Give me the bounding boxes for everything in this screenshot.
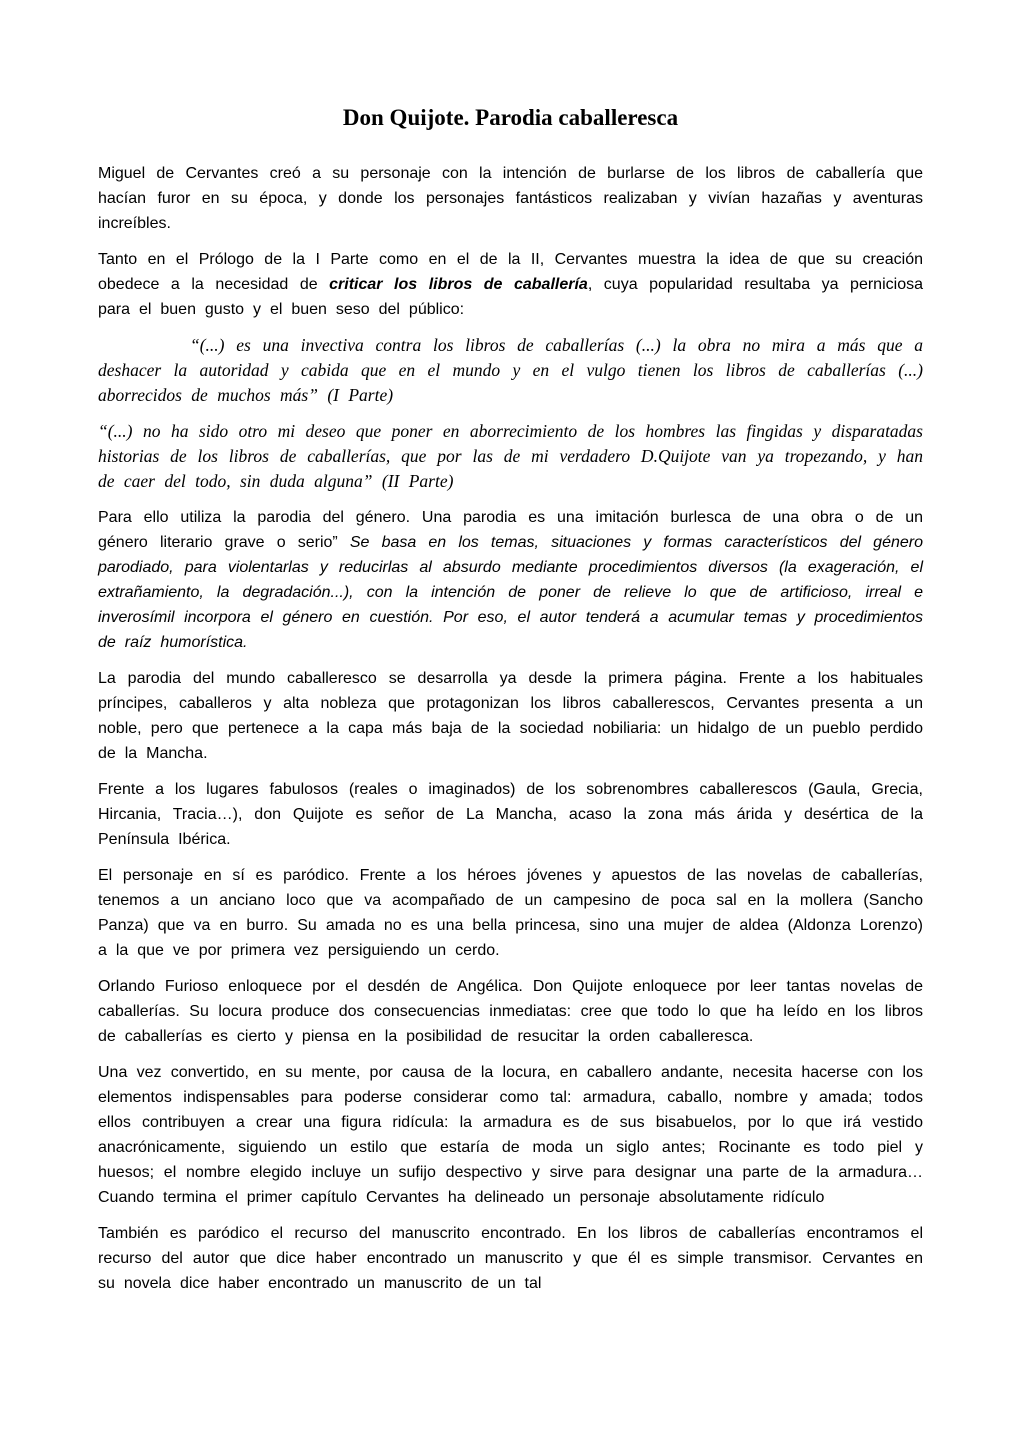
paragraph-prologo-text-after: , cuya popularidad resultaba ya perniciosa para el buen gusto y el buen seso del público:	[98, 276, 923, 318]
paragraph-parodia-text-normal: Para ello utiliza la parodia del género. Una parodia es una imitación burlesca de una obra o de un género literario grave o serio”	[98, 509, 923, 551]
blockquote-parte-2: “(...) no ha sido otro mi deseo que poner en aborrecimiento de los hombres las fingidas y disparatadas historias de los libros de caballerías, que por las de mi verdadero D.Quijote van ya tropezando, y han de caer del todo, sin duda alguna” (II Parte)	[98, 421, 923, 491]
paragraph-parodia-definicion	[98, 505, 923, 655]
paragraph-lugares-fabulosos: Frente a los lugares fabulosos (reales o imaginados) de los sobrenombres caballerescos (Gaula, Grecia, Hircania, Tracia…), don Quijote es señor de La Mancha, acaso la zona más árida y desértica de la Península Ibérica.	[98, 781, 923, 848]
blockquote-parte-1: “(...) es una invectiva contra los libros de caballerías (...) la obra no mira a más que a deshacer la autoridad y cabida que en el mundo y en el vulgo tienen los libros de caballerías (...) aborrecidos de muchos más” (I Parte)	[98, 335, 923, 405]
paragraph-prologo-text-before: Tanto en el Prólogo de la I Parte como en el de la II, Cervantes muestra la idea de que su creación obedece a la necesidad de	[98, 251, 923, 293]
page-title: Don Quijote. Parodia caballeresca	[342, 105, 679, 130]
paragraph-orlando-furioso: Orlando Furioso enloquece por el desdén de Angélica. Don Quijote enloquece por leer tantas novelas de caballerías. Su locura produce dos consecuencias inmediatas: cree que todo lo que ha leído en los libros de caballerías es cierto y piensa en la posibilidad de resucitar la orden caballeresca.	[98, 978, 923, 1045]
paragraph-mundo-caballeresco: La parodia del mundo caballeresco se desarrolla ya desde la primera página. Frente a los habituales príncipes, caballeros y alta nobleza que protagonizan los libros caballerescos, Cervantes presenta a un noble, pero que pertenece a la capa más baja de la sociedad nobiliaria: un hidalgo de un pueblo perdido de la Mancha.	[98, 670, 923, 762]
paragraph-caballero-andante: Una vez convertido, en su mente, por causa de la locura, en caballero andante, necesita hacerse con los elementos indispensables para poderse considerar como tal: armadura, caballo, nombre y amada; todos ellos contribuyen a crear una figura ridícula: la armadura es de sus bisabuelos, por lo que irá vestido anacrónicamente, siguiendo un estilo que estaría de moda un siglo antes; Rocinante es todo piel y huesos; el nombre elegido incluye un sufijo despectivo y sirve para designar una parte de la armadura… Cuando termina el primer capítulo Cervantes ha delineado un personaje absolutamente ridículo	[98, 1064, 923, 1206]
paragraph-personaje-parodico: El personaje en sí es paródico. Frente a los héroes jóvenes y apuestos de las novelas de caballerías, tenemos a un anciano loco que va acompañado de un campesino de poca sal en la mollera (Sancho Panza) que va en burro. Su amada no es una bella princesa, sino una mujer de aldea (Aldonza Lorenzo) a la que ve por primera vez persiguiendo un cerdo.	[98, 867, 923, 959]
paragraph-prologo-emphasis: criticar los libros de caballería	[329, 276, 588, 293]
paragraph-prologo	[98, 247, 923, 322]
paragraph-manuscrito-encontrado: También es paródico el recurso del manuscrito encontrado. En los libros de caballerías encontramos el recurso del autor que dice haber encontrado un manuscrito y que él es simple transmisor. Cervantes en su novela dice haber encontrado un manuscrito de un tal	[98, 1225, 923, 1292]
paragraph-parodia-text-italic: Se basa en los temas, situaciones y formas característicos del género parodiado, para violentarlas y reducirlas al absurdo mediante procedimientos diversos (la exageración, el extrañamiento, la degradación...), con la intención de poner de relieve lo que de artificioso, irreal e inverosímil incorpora el género en cuestión. Por eso, el autor tenderá a acumular temas y procedimientos de raíz humorística.	[98, 534, 923, 651]
paragraph-intro: Miguel de Cervantes creó a su personaje con la intención de burlarse de los libros de caballería que hacían furor en su época, y donde los personajes fantásticos realizaban y vivían hazañas y aventuras increíbles.	[98, 165, 923, 232]
